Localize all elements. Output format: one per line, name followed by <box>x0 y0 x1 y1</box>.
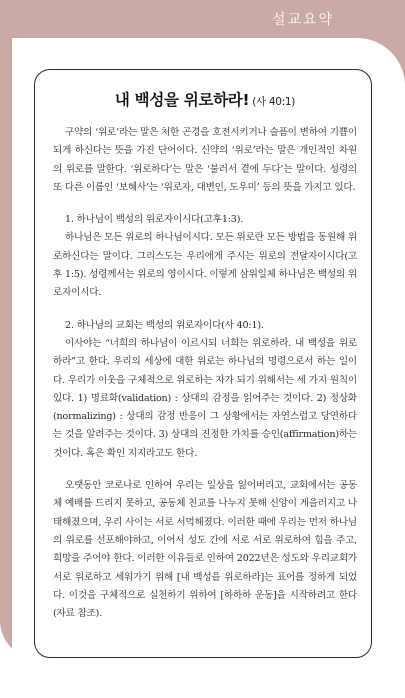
section-tab: 설교요약 <box>249 0 357 38</box>
intro-paragraph: 구약의 ‘위로’라는 말은 처한 곤경을 호전시키거나 슬픔이 변하여 기쁨이 되게 하신다는 뜻을 가진 단어이다. 신약의 ‘위로’라는 말은 개인적인 차원의 위로를 말한다. ‘위로하다’는 말은 ‘불러서 곁에 두다’는 말이다. 성령의 또 다른 이름인 ‘보혜사’는 ‘위로자, 대변인, 도우미’ 등의 뜻을 가지고 있다. <box>53 127 357 193</box>
title-reference: (사 40:1) <box>252 96 296 108</box>
section-2-heading: 2. 하나님의 교회는 백성의 위로자이다(사 40:1). <box>65 319 264 331</box>
sermon-summary-box <box>34 69 372 658</box>
section-2-body: 이사야는 “너희의 하나님이 이르시되 너희는 위로하라. 내 백성을 위로하라”고 한다. 우리의 세상에 대한 위로는 하나님의 명령으로서 하는 일이다. 우리가 이웃을 구체적으로 위로하는 자가 되기 위해서는 세 가지 원칙이 있다. 1) 명료화(validation) : 상대의 감정을 읽어주는 것이다. 2) 정상화(normalizing) : 상대의 감정 반응이 그 상황에서는 자연스럽고 당연하다는 것을 알려주는 것이다. 3) 상대의 진정한 가치를 승인(affirmation)하는 것이다. 혹은 확인 지지라고도 한다. <box>53 337 357 459</box>
title-text: 내 백성을 위로하라! <box>114 91 250 109</box>
section-1-body: 하나님은 모든 위로의 하나님이시다. 모든 위로란 모든 방법을 동원해 위로하신다는 말이다. 그리스도는 우리에게 주시는 위로의 전달자이시다(고후 1:5). 성령께서는 위로의 영이시다. 이렇게 삼위일체 하나님은 백성의 위로자이시다. <box>53 232 357 299</box>
section-1-heading: 1. 하나님이 백성의 위로자이시다(고후1:3). <box>65 214 244 226</box>
sermon-title <box>53 88 357 110</box>
conclusion-paragraph: 오랫동안 코로나로 인하여 우리는 일상을 잃어버리고, 교회에서는 공동체 예배를 드리지 못하고, 공동체 친교를 나누지 못해 신앙이 게을러지고 나태해졌으며, 우리 사이는 서로 서먹해졌다. 이러한 때에 우리는 먼저 하나님의 위로를 선포해야하고, 이어서 성도 간에 서로 서로 위로하여 힘을 주고, 희망을 주어야 한다. 이러한 이유들로 인하여 2022년은 성도와 우리교회가 서로 위로하고 세워가기 위해 [내 백성을 위로하라]는 표어를 정하게 되었다. 이것을 구체적으로 실천하기 위하여 [하하하 운동]을 시작하려고 한다(자료 참조). <box>53 480 357 620</box>
